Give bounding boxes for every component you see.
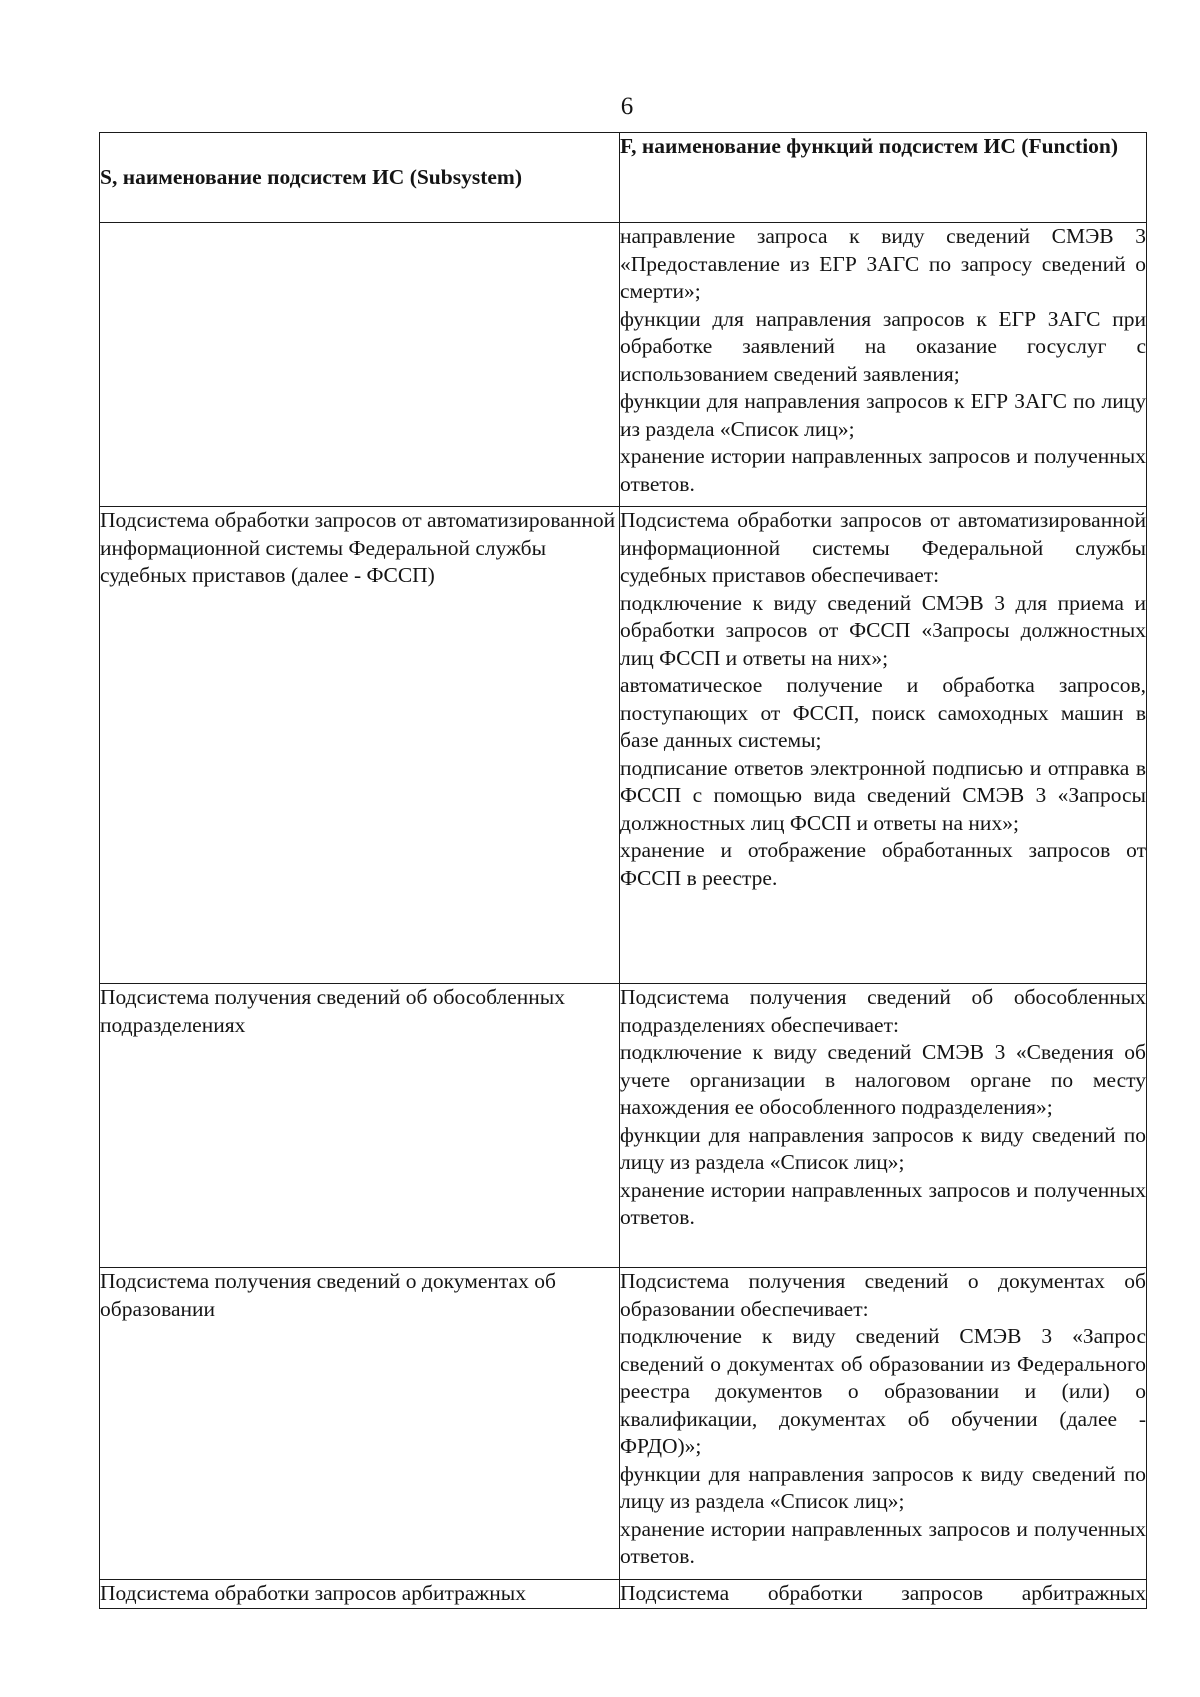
function-item: подписание ответов электронной подписью и отправка в ФССП с помощью вида сведений СМЭВ 3 «Запросы должностных лиц ФССП и ответы на них»; [620,755,1146,835]
subsystem-name: Подсистема получения сведений об обособленных подразделениях [100,985,566,1037]
function-item: Подсистема обработки запросов от автоматизированной информационной системы Федеральной службы судебных приставов обеспечивает: [620,508,1146,587]
subsystem-name: Подсистема обработки запросов от автоматизированной информационной системы Федеральной службы судебных приставов (далее - ФССП) [100,508,616,587]
subsystem-cell [100,507,620,984]
subsystem-cell [100,1580,620,1609]
function-item: подключение к виду сведений СМЭВ 3 «Сведения об учете организации в налоговом органе по месту нахождения ее обособленного подразделения»; [620,1040,1146,1119]
subsystem-cell [100,984,620,1268]
header-subsystem: S, наименование подсистем ИС (Subsystem) [100,133,620,223]
function-item: Подсистема обработки запросов арбитражных [620,1581,1146,1605]
function-item: функции для направления запросов к виду сведений по лицу из раздела «Список лиц»; [620,1461,1146,1513]
subsystem-cell [100,1268,620,1580]
function-cell [620,984,1147,1268]
function-cell [620,1268,1147,1580]
function-item: функции для направления запросов к ЕГР ЗАГС по лицу из раздела «Список лиц»; [620,389,1146,441]
page-number: 6 [620,93,634,120]
header-function: F, наименование функций подсистем ИС (Function) [620,133,1147,223]
function-cell [620,1580,1147,1609]
table-row [100,1580,1147,1609]
table-row [100,1268,1147,1580]
function-item: хранение истории направленных запросов и полученных ответов. [620,1177,1146,1229]
function-item: Подсистема получения сведений о документах об образовании обеспечивает: [620,1269,1146,1321]
subsystem-name: Подсистема получения сведений о документах об образовании [100,1269,556,1321]
subsystem-cell [100,223,620,507]
table-row [100,507,1147,984]
function-item: подключение к виду сведений СМЭВ 3 для приема и обработки запросов от ФССП «Запросы должностных лиц ФССП и ответы на них»; [620,590,1146,670]
function-item: направление запроса к виду сведений СМЭВ 3 «Предоставление из ЕГР ЗАГС по запросу сведений о смерти»; [620,224,1146,303]
function-item: функции для направления запросов к ЕГР ЗАГС при обработке заявлений на оказание госуслуг с использованием сведений заявления; [620,306,1146,386]
function-cell [620,223,1147,507]
function-item: подключение к виду сведений СМЭВ 3 «Запрос сведений о документах об образовании из Федерального реестра документов о образовании и (или) о квалификации, документах об обучении (далее - ФРДО)»; [620,1324,1146,1458]
functions-table [99,132,1147,1609]
function-cell [620,507,1147,984]
table-row [100,223,1147,507]
table-header-row [100,133,1147,223]
function-item: Подсистема получения сведений об обособленных подразделениях обеспечивает: [620,985,1146,1037]
function-item: хранение истории направленных запросов и полученных ответов. [620,444,1146,496]
table-row [100,984,1147,1268]
function-item: хранение и отображение обработанных запросов от ФССП в реестре. [620,838,1146,890]
subsystem-name: Подсистема обработки запросов арбитражных [100,1581,526,1605]
function-item: автоматическое получение и обработка запросов, поступающих от ФССП, поиск самоходных машин в базе данных системы; [620,673,1146,752]
function-item: функции для направления запросов к виду сведений по лицу из раздела «Список лиц»; [620,1122,1146,1174]
function-item: хранение истории направленных запросов и полученных ответов. [620,1516,1146,1568]
